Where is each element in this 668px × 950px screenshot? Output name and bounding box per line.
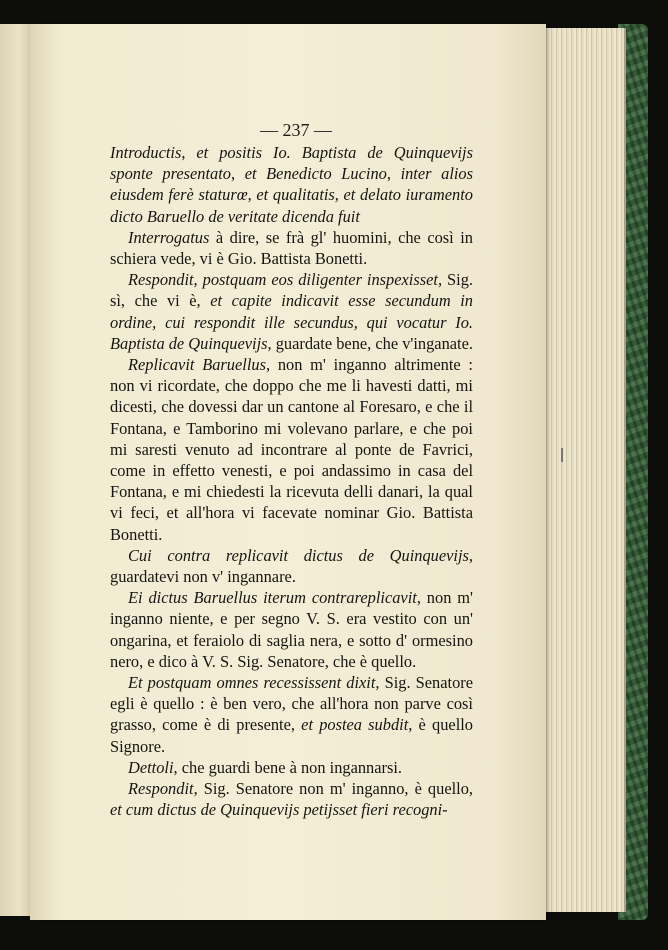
page-text — [110, 142, 473, 821]
paragraph — [110, 545, 473, 587]
latin-text: Interrogatus — [128, 227, 210, 247]
latin-text: Replicavit Baruellus — [128, 355, 266, 375]
italian-text: à dire, se frà gl' huomini, che così in schiera vede, vi è Gio. Battista Bonetti. — [110, 227, 473, 269]
italian-text: , non m' inganno niente, e per segno V. S. era vestito con un' ongarina, et feraiolo di saglia nera, e sotto d' ormesino nero, e dico à V. S. Sig. Senatore, che è quello. — [110, 588, 473, 671]
latin-text: Introductis — [110, 143, 182, 162]
italian-text: , è quello Signore. — [110, 715, 473, 756]
paragraph — [110, 587, 473, 672]
latin-text: Et postquam omnes recessissent dixit — [128, 673, 376, 693]
paragraph — [110, 142, 473, 227]
paragraph — [110, 227, 473, 269]
latin-text: inter alios eiusdem ferè staturœ — [110, 164, 474, 205]
italian-text: Sig. sì, che vi è, — [110, 270, 473, 311]
italian-text: , — [386, 164, 401, 184]
page-number: — 237 — — [260, 120, 332, 140]
latin-text: Ei dictus Baruellus iterum contrareplicavit — [128, 588, 417, 608]
latin-text: et postea subdit — [301, 715, 409, 735]
page-block-edges — [544, 28, 626, 912]
latin-text: et qualitatis, et delato iuramento dicto Baruello de veritate dicenda fuit — [110, 185, 473, 226]
latin-text: et positis Io. Baptista de Quinquevijs sponte presentato — [110, 143, 473, 184]
paragraph — [110, 778, 473, 820]
latin-text: et capite indicavit esse secundum in ordine, cui respondit ille secundus, qui vocatur Io. Baptista de Quinquevijs — [110, 291, 473, 353]
latin-text: Respondit, postquam eos diligenter inspexisset, — [128, 270, 443, 290]
latin-text: et Benedicto Lucino — [244, 164, 387, 184]
latin-text: Dettoli — [128, 757, 174, 777]
paragraph — [110, 354, 473, 545]
italian-text: , Sig. Senatore non m' inganno, è quello, — [193, 779, 473, 799]
italian-text: , Sig. Senatore egli è quello : è ben vero, che all'hora non parve così grasso, come è di presente, — [110, 673, 473, 735]
book-page — [30, 24, 546, 920]
paragraph — [110, 269, 473, 354]
italian-text: , guardate bene, che v'inganate. — [267, 333, 473, 353]
page-edge-mark — [561, 448, 563, 462]
italian-text: , — [231, 164, 245, 184]
italian-text: , — [181, 143, 197, 162]
italian-text: , — [247, 185, 257, 205]
latin-text: Cui contra replicavit dictus de Quinquevijs — [128, 545, 469, 565]
italian-text: , non m' inganno altrimente : non vi ricordate, che doppo che me li havesti datti, mi dicesti, che dovessi dar un cantone al Foresaro, e che il Fontana, e Tamborino mi volevano parlare, e che poi mi saresti venuto ad incontrare al ponte de Favrici, come in effetto venesti, e poi andassimo in casa del Fontana, e mi chiedesti la ricevuta delli danari, la qual vi feci, et all'hora vi facevate nominar Gio. Battista Bonetti. — [110, 355, 473, 544]
paragraph — [110, 672, 473, 757]
italian-text: , guardatevi non v' ingannare. — [110, 545, 473, 587]
latin-text: Respondit — [128, 779, 194, 799]
latin-text: et cum dictus de Quinquevijs petijsset fieri recogni- — [110, 800, 448, 820]
paragraph — [110, 757, 473, 778]
italian-text: , che guardi bene à non ingannarsi. — [173, 757, 403, 777]
